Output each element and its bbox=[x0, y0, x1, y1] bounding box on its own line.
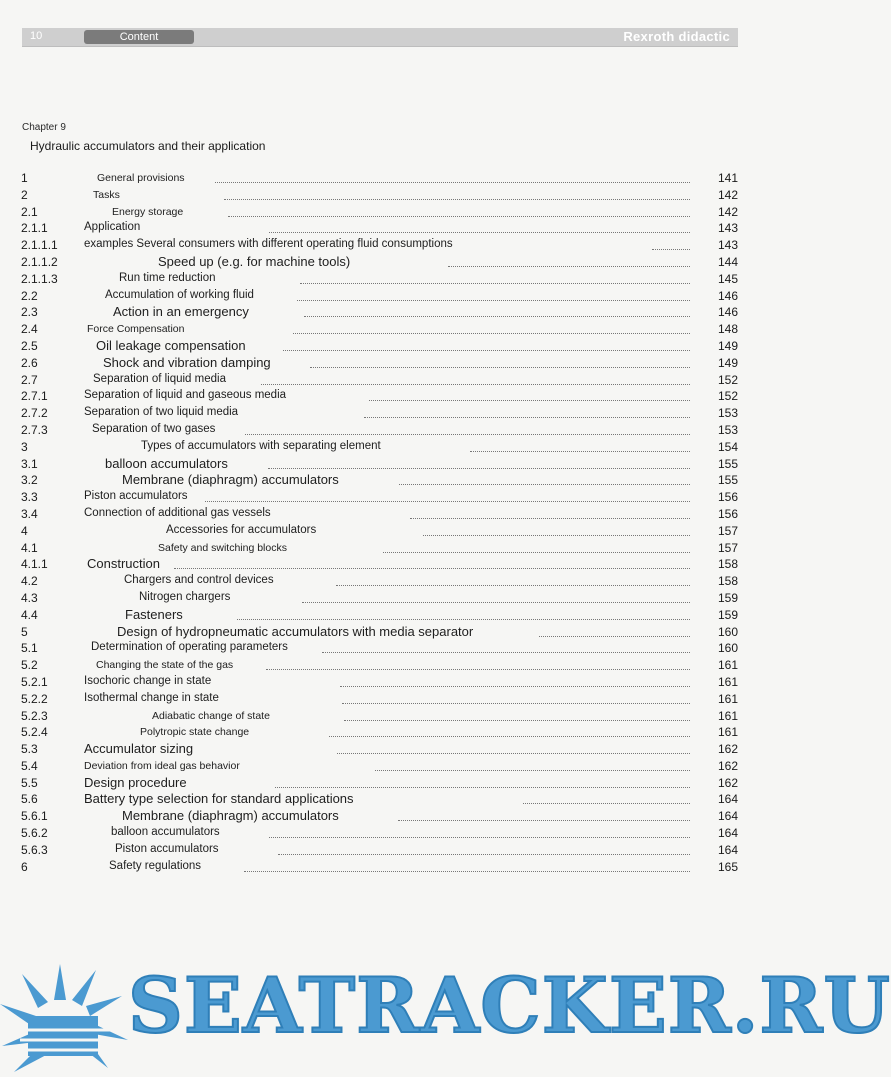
toc-entry-number: 4.1.1 bbox=[21, 557, 48, 572]
toc-entry-title: Fasteners bbox=[125, 606, 183, 622]
toc-entry-number: 5.6.3 bbox=[21, 842, 48, 857]
toc-entry-title: balloon accumulators bbox=[111, 826, 220, 839]
toc-entry-number: 2.2 bbox=[21, 288, 38, 303]
toc-entry bbox=[0, 489, 807, 506]
toc-entry bbox=[0, 506, 807, 523]
toc-entry-title: Adiabatic change of state bbox=[152, 709, 270, 722]
toc-entry-title: Determination of operating parameters bbox=[91, 641, 288, 654]
toc-leader-dots bbox=[470, 451, 690, 452]
toc-leader-dots bbox=[340, 686, 690, 687]
toc-entry-page: 153 bbox=[717, 422, 738, 437]
toc-entry-title: Action in an emergency bbox=[113, 304, 249, 320]
toc-entry bbox=[0, 758, 807, 775]
toc-entry-number: 4 bbox=[21, 523, 28, 538]
toc-leader-dots bbox=[283, 350, 690, 351]
toc-entry bbox=[0, 187, 807, 204]
watermark-text: SEATRACKER.RU bbox=[128, 961, 891, 1050]
toc-entry-page: 161 bbox=[717, 725, 738, 740]
toc-entry-page: 162 bbox=[717, 758, 738, 773]
toc-entry-page: 164 bbox=[717, 826, 738, 841]
toc-entry-page: 157 bbox=[717, 523, 738, 538]
toc-leader-dots bbox=[293, 333, 690, 334]
toc-entry-title: Isochoric change in state bbox=[84, 674, 212, 687]
toc-entry bbox=[0, 237, 807, 254]
toc-leader-dots bbox=[269, 232, 690, 233]
toc-entry-page: 145 bbox=[717, 271, 738, 286]
brand-name: Rexroth didactic bbox=[623, 29, 730, 44]
toc-leader-dots bbox=[275, 787, 690, 788]
toc-leader-dots bbox=[329, 736, 690, 737]
toc-leader-dots bbox=[448, 266, 690, 267]
toc-entry-page: 164 bbox=[717, 809, 738, 824]
toc-entry-page: 146 bbox=[717, 305, 738, 320]
toc-entry-number: 2.7.1 bbox=[21, 389, 48, 404]
toc-entry-number: 2.1.1.1 bbox=[21, 238, 58, 253]
toc-entry-number: 4.3 bbox=[21, 590, 38, 605]
toc-entry-page: 156 bbox=[717, 506, 738, 521]
toc-entry-number: 2.4 bbox=[21, 322, 38, 337]
toc-entry-title: Isothermal change in state bbox=[84, 691, 219, 704]
toc-entry bbox=[0, 321, 807, 338]
toc-entry-page: 160 bbox=[717, 641, 738, 656]
toc-entry-number: 3.1 bbox=[21, 456, 38, 471]
toc-entry bbox=[0, 674, 807, 691]
toc-entry bbox=[0, 708, 807, 725]
header-bar bbox=[22, 28, 738, 47]
toc-entry-page: 146 bbox=[717, 288, 738, 303]
toc-leader-dots bbox=[302, 602, 690, 603]
toc-entry-number: 2.1 bbox=[21, 204, 38, 219]
toc-entry-number: 2.7.2 bbox=[21, 406, 48, 421]
toc-entry bbox=[0, 372, 807, 389]
toc-entry-number: 5.5 bbox=[21, 775, 38, 790]
toc-entry-page: 149 bbox=[717, 355, 738, 370]
toc-entry-title: Accumulator sizing bbox=[84, 741, 194, 757]
toc-entry bbox=[0, 808, 807, 825]
toc-entry-page: 161 bbox=[717, 674, 738, 689]
toc-entry-page: 161 bbox=[717, 658, 738, 673]
toc-entry bbox=[0, 624, 807, 641]
toc-entry bbox=[0, 573, 807, 590]
toc-leader-dots bbox=[174, 568, 690, 569]
toc-entry-page: 158 bbox=[717, 557, 738, 572]
toc-entry-title: Piston accumulators bbox=[84, 490, 188, 503]
toc-entry bbox=[0, 556, 807, 573]
toc-leader-dots bbox=[523, 803, 690, 804]
toc-entry-title: Safety regulations bbox=[109, 859, 202, 872]
toc-entry bbox=[0, 304, 807, 321]
toc-entry-number: 5.2.3 bbox=[21, 708, 48, 723]
toc-entry-title: Battery type selection for standard applications bbox=[84, 791, 354, 807]
toc-entry-title: Oil leakage compensation bbox=[96, 337, 246, 353]
toc-entry-page: 143 bbox=[717, 221, 738, 236]
toc-entry-title: Piston accumulators bbox=[115, 842, 219, 855]
toc-entry-page: 142 bbox=[717, 204, 738, 219]
toc-entry-title: Speed up (e.g. for machine tools) bbox=[158, 253, 351, 269]
toc-leader-dots bbox=[228, 216, 690, 217]
toc-entry-title: Construction bbox=[87, 556, 160, 572]
toc-entry-number: 3 bbox=[21, 439, 28, 454]
toc-entry bbox=[0, 590, 807, 607]
toc-entry bbox=[0, 422, 807, 439]
toc-entry-title: Deviation from ideal gas behavior bbox=[84, 759, 240, 772]
toc-entry bbox=[0, 388, 807, 405]
toc-entry bbox=[0, 338, 807, 355]
toc-entry-number: 1 bbox=[21, 171, 28, 185]
toc-leader-dots bbox=[245, 434, 690, 435]
toc-leader-dots bbox=[310, 367, 690, 368]
toc-entry bbox=[0, 640, 807, 657]
toc-entry-title: Connection of additional gas vessels bbox=[84, 506, 271, 519]
toc-entry-number: 2.1.1.2 bbox=[21, 254, 58, 269]
chapter-label: Chapter 9 bbox=[22, 122, 66, 133]
toc-leader-dots bbox=[364, 417, 690, 418]
toc-entry bbox=[0, 254, 807, 271]
toc-entry bbox=[0, 607, 807, 624]
toc-leader-dots bbox=[215, 182, 690, 183]
toc-leader-dots bbox=[369, 400, 690, 401]
toc-leader-dots bbox=[423, 535, 690, 536]
toc-entry-page: 161 bbox=[717, 691, 738, 706]
toc-entry-title: Safety and switching blocks bbox=[158, 541, 287, 554]
toc-entry-page: 149 bbox=[717, 338, 738, 353]
section-tab: Content bbox=[84, 30, 194, 44]
toc-entry-title: Accumulation of working fluid bbox=[105, 288, 254, 301]
toc-entry-title: Accessories for accumulators bbox=[166, 523, 317, 536]
toc-entry-title: Chargers and control devices bbox=[124, 574, 274, 587]
toc-entry-number: 5.3 bbox=[21, 742, 38, 757]
toc-entry-title: Separation of two liquid media bbox=[84, 406, 239, 419]
toc-entry-title: Polytropic state change bbox=[140, 726, 250, 739]
toc-entry bbox=[0, 472, 807, 489]
toc-entry-number: 2.6 bbox=[21, 355, 38, 370]
toc-entry-title: Force Compensation bbox=[87, 323, 185, 336]
toc-entry-title: Shock and vibration damping bbox=[103, 354, 271, 370]
toc-entry-title: General provisions bbox=[97, 172, 185, 184]
toc-entry-title: Separation of two gases bbox=[92, 422, 216, 435]
toc-leader-dots bbox=[300, 283, 690, 284]
toc-entry-number: 6 bbox=[21, 859, 28, 874]
toc-entry-page: 154 bbox=[717, 439, 738, 454]
toc-entry-number: 5.4 bbox=[21, 758, 38, 773]
toc-entry bbox=[0, 842, 807, 859]
toc-entry-number: 5.2 bbox=[21, 658, 38, 673]
toc-entry-page: 160 bbox=[717, 624, 738, 639]
toc-entry-title: examples Several consumers with different operating fluid consumptions bbox=[84, 238, 453, 251]
toc-entry-number: 4.4 bbox=[21, 607, 38, 622]
toc-entry bbox=[0, 170, 807, 187]
toc-entry-number: 3.2 bbox=[21, 473, 38, 488]
chapter-title: Hydraulic accumulators and their application bbox=[30, 139, 266, 153]
toc-entry-page: 153 bbox=[717, 406, 738, 421]
toc-entry-page: 144 bbox=[717, 254, 738, 269]
toc-entry-number: 5.1 bbox=[21, 641, 38, 656]
toc-leader-dots bbox=[342, 703, 690, 704]
toc-leader-dots bbox=[269, 837, 690, 838]
toc-leader-dots bbox=[224, 199, 690, 200]
toc-entry-title: Types of accumulators with separating element bbox=[141, 439, 381, 452]
toc-entry bbox=[0, 825, 807, 842]
toc-entry-title: Separation of liquid and gaseous media bbox=[84, 389, 287, 402]
toc-entry bbox=[0, 220, 807, 237]
toc-entry-title: Nitrogen chargers bbox=[139, 590, 231, 603]
toc-leader-dots bbox=[398, 820, 690, 821]
toc-entry-page: 159 bbox=[717, 607, 738, 622]
toc-entry bbox=[0, 741, 807, 758]
toc-entry-number: 4.1 bbox=[21, 540, 38, 555]
toc-entry bbox=[0, 657, 807, 674]
toc-entry-title: Tasks bbox=[93, 188, 120, 201]
toc-entry-number: 4.2 bbox=[21, 574, 38, 589]
toc-entry-page: 164 bbox=[717, 842, 738, 857]
toc-entry-title: Separation of liquid media bbox=[93, 372, 226, 385]
toc-entry bbox=[0, 724, 807, 741]
toc-leader-dots bbox=[237, 619, 690, 620]
toc-entry-page: 152 bbox=[717, 389, 738, 404]
toc-entry-title: Changing the state of the gas bbox=[96, 659, 234, 672]
toc-leader-dots bbox=[337, 753, 690, 754]
toc-entry-page: 143 bbox=[717, 238, 738, 253]
toc-leader-dots bbox=[266, 669, 690, 670]
page-number: 10 bbox=[30, 30, 43, 42]
toc-entry-page: 157 bbox=[717, 540, 738, 555]
toc-entry bbox=[0, 775, 807, 792]
toc-entry-page: 161 bbox=[717, 708, 738, 723]
toc-entry-number: 2 bbox=[21, 187, 28, 202]
toc-entry-page: 162 bbox=[717, 742, 738, 757]
toc-leader-dots bbox=[383, 552, 690, 553]
toc-entry-page: 141 bbox=[717, 171, 738, 185]
toc-entry-number: 2.1.1.3 bbox=[21, 271, 58, 286]
toc-entry-number: 3.3 bbox=[21, 490, 38, 505]
toc-entry-page: 158 bbox=[717, 574, 738, 589]
toc-entry bbox=[0, 791, 807, 808]
toc-entry-page: 152 bbox=[717, 372, 738, 387]
toc-entry-title: balloon accumulators bbox=[105, 455, 228, 471]
toc-entry-page: 156 bbox=[717, 490, 738, 505]
toc-entry-page: 164 bbox=[717, 792, 738, 807]
toc-entry bbox=[0, 540, 807, 557]
toc-entry-number: 2.5 bbox=[21, 338, 38, 353]
toc-entry-title: Application bbox=[84, 221, 141, 234]
toc-leader-dots bbox=[344, 720, 690, 721]
toc-entry bbox=[0, 288, 807, 305]
toc-entry-number: 2.7.3 bbox=[21, 422, 48, 437]
toc-entry-title: Energy storage bbox=[112, 205, 184, 218]
toc-entry bbox=[0, 691, 807, 708]
toc-entry-page: 162 bbox=[717, 775, 738, 790]
toc-entry-page: 165 bbox=[717, 859, 738, 874]
toc-leader-dots bbox=[652, 249, 690, 250]
toc-leader-dots bbox=[244, 871, 690, 872]
toc-entry-page: 148 bbox=[717, 322, 738, 337]
toc-leader-dots bbox=[278, 854, 690, 855]
toc-entry-number: 5.6 bbox=[21, 792, 38, 807]
toc-leader-dots bbox=[268, 468, 690, 469]
sun-icon bbox=[0, 960, 140, 1077]
toc-leader-dots bbox=[297, 300, 690, 301]
toc-entry-number: 5.6.1 bbox=[21, 809, 48, 824]
toc-entry-page: 159 bbox=[717, 590, 738, 605]
toc-leader-dots bbox=[205, 501, 690, 502]
toc-entry-number: 5 bbox=[21, 624, 28, 639]
toc-entry-page: 155 bbox=[717, 473, 738, 488]
toc-entry bbox=[0, 405, 807, 422]
toc-entry-number: 5.2.1 bbox=[21, 674, 48, 689]
toc-entry-title: Design procedure bbox=[84, 774, 187, 790]
toc-leader-dots bbox=[261, 384, 690, 385]
toc-entry-number: 2.3 bbox=[21, 305, 38, 320]
toc-entry bbox=[0, 439, 807, 456]
toc-entry-page: 142 bbox=[717, 187, 738, 202]
toc-leader-dots bbox=[410, 518, 690, 519]
toc-leader-dots bbox=[304, 316, 690, 317]
toc-entry bbox=[0, 204, 807, 221]
toc-entry-title: Design of hydropneumatic accumulators with media separator bbox=[117, 623, 474, 639]
toc-entry-number: 5.2.4 bbox=[21, 725, 48, 740]
toc-entry-title: Membrane (diaphragm) accumulators bbox=[122, 472, 339, 488]
toc-entry bbox=[0, 859, 807, 876]
toc-entry-number: 5.2.2 bbox=[21, 691, 48, 706]
toc-leader-dots bbox=[539, 636, 690, 637]
table-of-contents bbox=[0, 170, 807, 875]
toc-leader-dots bbox=[322, 652, 690, 653]
toc-entry-number: 3.4 bbox=[21, 506, 38, 521]
toc-entry bbox=[0, 271, 807, 288]
toc-entry-page: 155 bbox=[717, 456, 738, 471]
toc-leader-dots bbox=[336, 585, 690, 586]
toc-entry-number: 2.1.1 bbox=[21, 221, 48, 236]
toc-entry-number: 5.6.2 bbox=[21, 826, 48, 841]
toc-entry-number: 2.7 bbox=[21, 372, 38, 387]
toc-entry bbox=[0, 355, 807, 372]
toc-leader-dots bbox=[375, 770, 690, 771]
toc-leader-dots bbox=[399, 484, 690, 485]
toc-entry-title: Membrane (diaphragm) accumulators bbox=[122, 808, 339, 824]
toc-entry-title: Run time reduction bbox=[119, 271, 216, 284]
toc-entry bbox=[0, 456, 807, 473]
toc-entry bbox=[0, 523, 807, 540]
